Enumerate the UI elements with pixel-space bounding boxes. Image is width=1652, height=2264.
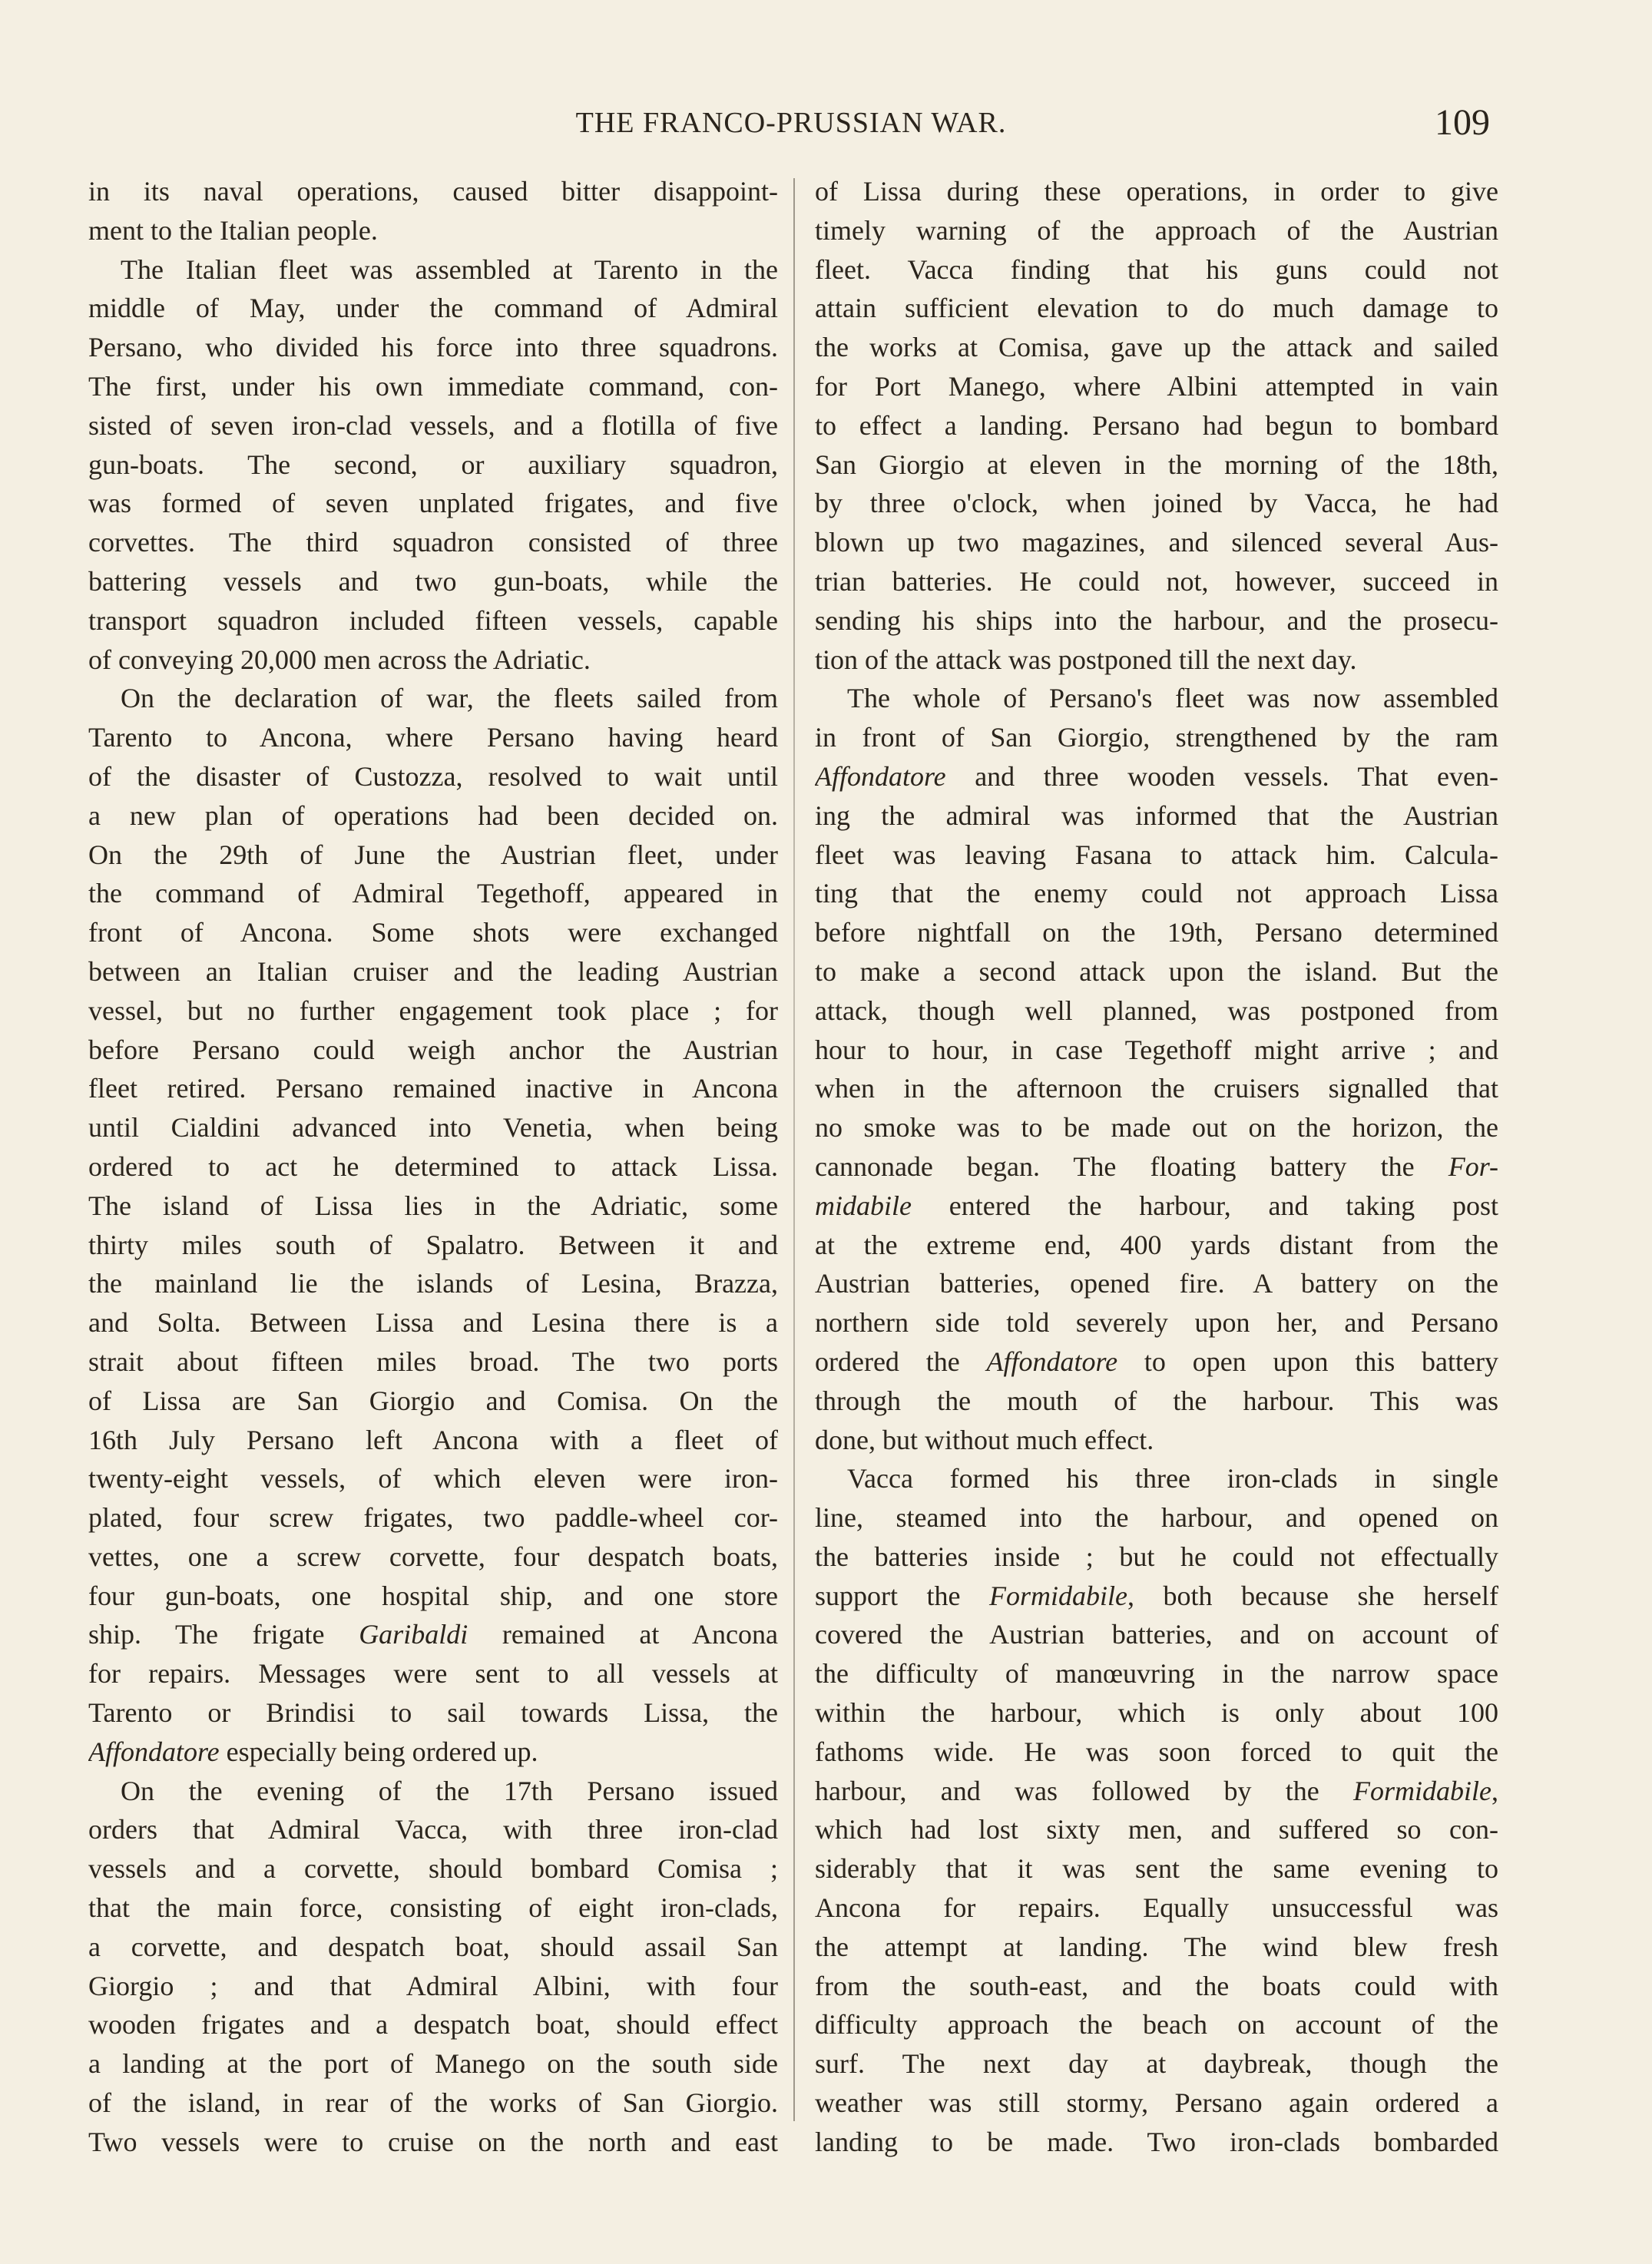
text-line: for Port Manego, where Albini attempted in vain <box>815 370 1498 402</box>
text-line: blown up two magazines, and silenced several Aus- <box>815 527 1498 558</box>
text-line: gun-boats. The second, or auxiliary squadron, <box>88 448 778 480</box>
text-line: vessels and a corvette, should bombard Comisa ; <box>88 1853 778 1885</box>
text-line: trian batteries. He could not, however, succeed in <box>815 565 1498 597</box>
text-line: of conveying 20,000 men across the Adriatic. <box>88 644 591 675</box>
text-line: a landing at the port of Manego on the south side <box>88 2048 778 2080</box>
text-line: for repairs. Messages were sent to all vessels at <box>88 1658 778 1690</box>
text-line: tion of the attack was postponed till the next day. <box>815 644 1357 675</box>
text-line: Tarento or Brindisi to sail towards Lissa, the <box>88 1697 778 1729</box>
text-line: ship. The frigate Garibaldi remained at Ancona <box>88 1619 778 1650</box>
text-line: in its naval operations, caused bitter disappoint- <box>88 176 778 207</box>
text-line: attain sufficient elevation to do much damage to <box>815 293 1498 324</box>
running-title: THE FRANCO-PRUSSIAN WAR. <box>575 107 1007 139</box>
text-line: Two vessels were to cruise on the north and east <box>88 2126 778 2157</box>
text-line: difficulty approach the beach on account of the <box>815 2009 1498 2041</box>
text-line: middle of May, under the command of Admiral <box>88 293 778 324</box>
text-line: Affondatore and three wooden vessels. That even- <box>815 760 1498 792</box>
text-line: The island of Lissa lies in the Adriatic, some <box>88 1190 778 1221</box>
text-line: through the mouth of the harbour. This was <box>815 1385 1498 1416</box>
column-rule <box>793 178 795 2121</box>
text-line: midabile entered the harbour, and taking post <box>815 1190 1498 1221</box>
text-line: done, but without much effect. <box>815 1424 1154 1455</box>
text-line: before nightfall on the 19th, Persano determined <box>815 917 1498 948</box>
text-line: vessel, but no further engagement took place ; for <box>88 995 778 1026</box>
text-line: ing the admiral was informed that the Austrian <box>815 799 1498 831</box>
text-line: corvettes. The third squadron consisted of three <box>88 527 778 558</box>
text-line: battering vessels and two gun-boats, while the <box>88 565 778 597</box>
text-line: ting that the enemy could not approach Lissa <box>815 878 1498 909</box>
text-line: that the main force, consisting of eight iron-clads, <box>88 1892 778 1924</box>
text-line: the attempt at landing. The wind blew fresh <box>815 1931 1498 1962</box>
text-line: of Lissa are San Giorgio and Comisa. On the <box>88 1385 778 1416</box>
page-header <box>0 102 1652 152</box>
text-line: ordered the Affondatore to open upon this battery <box>815 1345 1498 1377</box>
text-line: of the disaster of Custozza, resolved to wait until <box>88 760 778 792</box>
text-line: strait about fifteen miles broad. The two ports <box>88 1345 778 1377</box>
text-line: at the extreme end, 400 yards distant from the <box>815 1229 1498 1260</box>
text-line: The whole of Persano's fleet was now assembled <box>847 683 1498 714</box>
text-line: plated, four screw frigates, two paddle-wheel cor- <box>88 1502 778 1534</box>
text-line: 16th July Persano left Ancona with a fleet of <box>88 1424 778 1455</box>
text-line: The Italian fleet was assembled at Tarento in the <box>121 253 778 285</box>
text-line: On the evening of the 17th Persano issued <box>121 1775 778 1806</box>
text-line: fleet. Vacca finding that his guns could not <box>815 253 1498 285</box>
text-line: On the 29th of June the Austrian fleet, under <box>88 839 778 870</box>
text-line: San Giorgio at eleven in the morning of the 18th, <box>815 448 1498 480</box>
text-line: vettes, one a screw corvette, four despatch boats, <box>88 1541 778 1572</box>
text-line: in front of San Giorgio, strengthened by the ram <box>815 722 1498 753</box>
text-line: Persano, who divided his force into three squadrons. <box>88 332 778 363</box>
text-line: a corvette, and despatch boat, should assail San <box>88 1931 778 1962</box>
text-line: of the island, in rear of the works of San Giorgio. <box>88 2087 778 2119</box>
text-line: front of Ancona. Some shots were exchanged <box>88 917 778 948</box>
text-line: and Solta. Between Lissa and Lesina there is a <box>88 1307 778 1339</box>
text-line: which had lost sixty men, and suffered so con- <box>815 1814 1498 1845</box>
text-line: The first, under his own immediate command, con- <box>88 370 778 402</box>
text-line: before Persano could weigh anchor the Austrian <box>88 1034 778 1065</box>
text-line: Vacca formed his three iron-clads in single <box>847 1463 1498 1494</box>
text-line: siderably that it was sent the same evening to <box>815 1853 1498 1885</box>
text-line: weather was still stormy, Persano again ordered a <box>815 2087 1498 2119</box>
text-line: harbour, and was followed by the Formidabile, <box>815 1775 1498 1806</box>
text-line: On the declaration of war, the fleets sailed from <box>121 683 778 714</box>
text-line: cannonade began. The floating battery the For- <box>815 1150 1498 1182</box>
text-line: the works at Comisa, gave up the attack and sailed <box>815 332 1498 363</box>
text-line: wooden frigates and a despatch boat, should effect <box>88 2009 778 2041</box>
text-line: to make a second attack upon the island. But the <box>815 955 1498 987</box>
text-line: thirty miles south of Spalatro. Between it and <box>88 1229 778 1260</box>
text-line: the difficulty of manœuvring in the narrow space <box>815 1658 1498 1690</box>
text-line: the batteries inside ; but he could not effectually <box>815 1541 1498 1572</box>
text-line: when in the afternoon the cruisers signalled that <box>815 1073 1498 1104</box>
text-line: until Cialdini advanced into Venetia, when being <box>88 1112 778 1144</box>
text-line: no smoke was to be made out on the horizon, the <box>815 1112 1498 1144</box>
text-line: Giorgio ; and that Admiral Albini, with four <box>88 1970 778 2001</box>
text-line: sisted of seven iron-clad vessels, and a flotilla of five <box>88 409 778 441</box>
text-line: the command of Admiral Tegethoff, appeared in <box>88 878 778 909</box>
text-line: of Lissa during these operations, in order to give <box>815 176 1498 207</box>
text-line: from the south-east, and the boats could with <box>815 1970 1498 2001</box>
text-line: fleet was leaving Fasana to attack him. Calcula- <box>815 839 1498 870</box>
text-line: line, steamed into the harbour, and opened on <box>815 1502 1498 1534</box>
left-column <box>88 172 778 2162</box>
text-line: between an Italian cruiser and the leading Austrian <box>88 955 778 987</box>
text-line: Ancona for repairs. Equally unsuccessful was <box>815 1892 1498 1924</box>
text-line: within the harbour, which is only about 100 <box>815 1697 1498 1729</box>
text-line: ment to the Italian people. <box>88 214 378 246</box>
text-line: landing to be made. Two iron-clads bombarded <box>815 2126 1498 2157</box>
text-line: was formed of seven unplated frigates, and five <box>88 488 778 519</box>
text-line: Tarento to Ancona, where Persano having heard <box>88 722 778 753</box>
text-line: northern side told severely upon her, and Persano <box>815 1307 1498 1339</box>
text-line: four gun-boats, one hospital ship, and one store <box>88 1580 778 1611</box>
text-line: sending his ships into the harbour, and the prosecu- <box>815 604 1498 636</box>
text-line: orders that Admiral Vacca, with three iron-clad <box>88 1814 778 1845</box>
text-line: Affondatore especially being ordered up. <box>88 1736 538 1767</box>
text-line: fleet retired. Persano remained inactive in Ancona <box>88 1073 778 1104</box>
text-line: transport squadron included fifteen vessels, capable <box>88 604 778 636</box>
text-line: hour to hour, in case Tegethoff might arrive ; and <box>815 1034 1498 1065</box>
text-line: ordered to act he determined to attack Lissa. <box>88 1150 778 1182</box>
text-line: twenty-eight vessels, of which eleven were iron- <box>88 1463 778 1494</box>
text-line: surf. The next day at daybreak, though the <box>815 2048 1498 2080</box>
text-line: Austrian batteries, opened fire. A battery on the <box>815 1268 1498 1299</box>
text-line: support the Formidabile, both because she herself <box>815 1580 1498 1611</box>
right-column <box>815 172 1498 2162</box>
text-line: fathoms wide. He was soon forced to quit the <box>815 1736 1498 1767</box>
text-line: covered the Austrian batteries, and on account of <box>815 1619 1498 1650</box>
text-line: attack, though well planned, was postponed from <box>815 995 1498 1026</box>
text-line: a new plan of operations had been decided on. <box>88 799 778 831</box>
text-line: the mainland lie the islands of Lesina, Brazza, <box>88 1268 778 1299</box>
text-line: to effect a landing. Persano had begun to bombard <box>815 409 1498 441</box>
page-number: 109 <box>1435 102 1490 143</box>
text-line: timely warning of the approach of the Austrian <box>815 214 1498 246</box>
text-line: by three o'clock, when joined by Vacca, he had <box>815 488 1498 519</box>
